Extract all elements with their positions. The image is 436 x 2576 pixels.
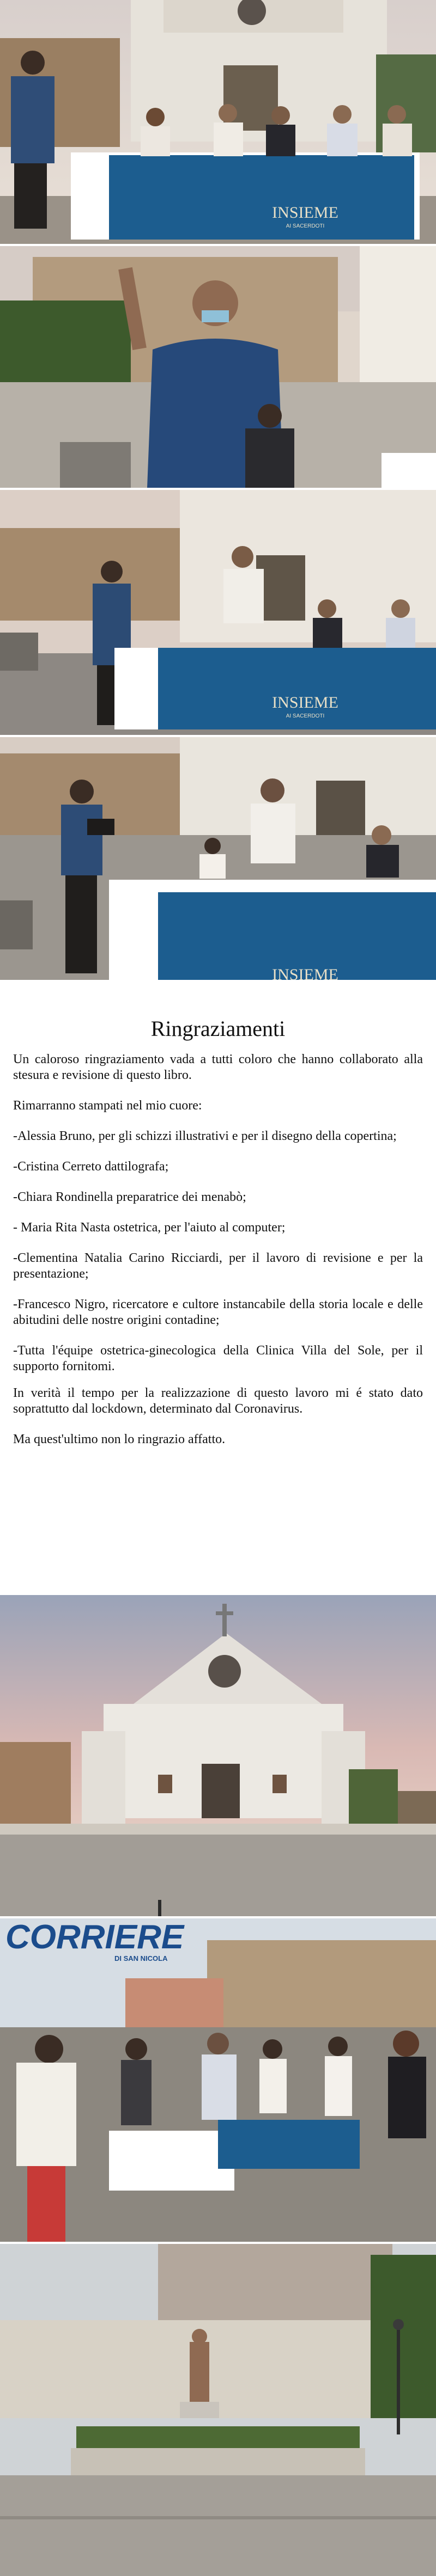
document-paragraph: -Francesco Nigro, ricercatore e cultore instancabile della storia locale e delle abitudini delle nostre origini contadine; (13, 1297, 423, 1327)
photo-event-table-3 (0, 737, 436, 980)
document-paragraph: -Tutta l'équipe ostetrica-ginecologica della Clinica Villa del Sole, per il supporto fornitomi. (13, 1344, 423, 1373)
banner-text: INSIEME (272, 966, 338, 980)
document-paragraph: In verità il tempo per la realizzazione di questo lavoro mi é stato dato soprattutto dal lockdown, determinato dal Coronavirus. (13, 1386, 423, 1416)
photo-event-table-2 (0, 490, 436, 735)
document-paragraph: - Maria Rita Nasta ostetrica, per l'aiuto al computer; (13, 1220, 286, 1235)
photo-event-table-1 (0, 0, 436, 244)
document-paragraph: Un caloroso ringraziamento vada a tutti coloro che hanno collaborato alla stesura e revisione di questo libro. (13, 1052, 423, 1082)
banner-subtext: AI SACERDOTI (286, 223, 325, 229)
document-title: Ringraziamenti (150, 1016, 286, 1041)
photo-crowd (0, 1918, 436, 2242)
banner-text: INSIEME (272, 694, 338, 712)
document-paragraph: -Alessia Bruno, per gli schizzi illustrativi e per il disegno della copertina; (13, 1129, 397, 1143)
photo-statue (0, 2244, 436, 2576)
document-body (13, 1052, 423, 1462)
banner-text: INSIEME (272, 204, 338, 222)
photo-speaker-closeup (0, 246, 436, 488)
document-paragraph: Rimarranno stampati nel mio cuore: (13, 1099, 202, 1113)
acknowledgements-page (0, 982, 436, 1595)
document-paragraph: -Cristina Cerreto dattilografa; (13, 1160, 169, 1174)
document-paragraph: -Clementina Natalia Carino Ricciardi, per il lavoro di revisione e per la presentazione; (13, 1251, 423, 1281)
document-paragraph: -Chiara Rondinella preparatrice dei menabò; (13, 1190, 246, 1204)
photo-church (0, 1595, 436, 1916)
newspaper-logo-suffix: DI SAN NICOLA (114, 1954, 168, 1962)
banner-subtext: AI SACERDOTI (286, 713, 325, 719)
newspaper-logo: CORRIERE (5, 1918, 184, 1956)
document-paragraph: Ma quest'ultimo non lo ringrazio affatto. (13, 1432, 226, 1446)
